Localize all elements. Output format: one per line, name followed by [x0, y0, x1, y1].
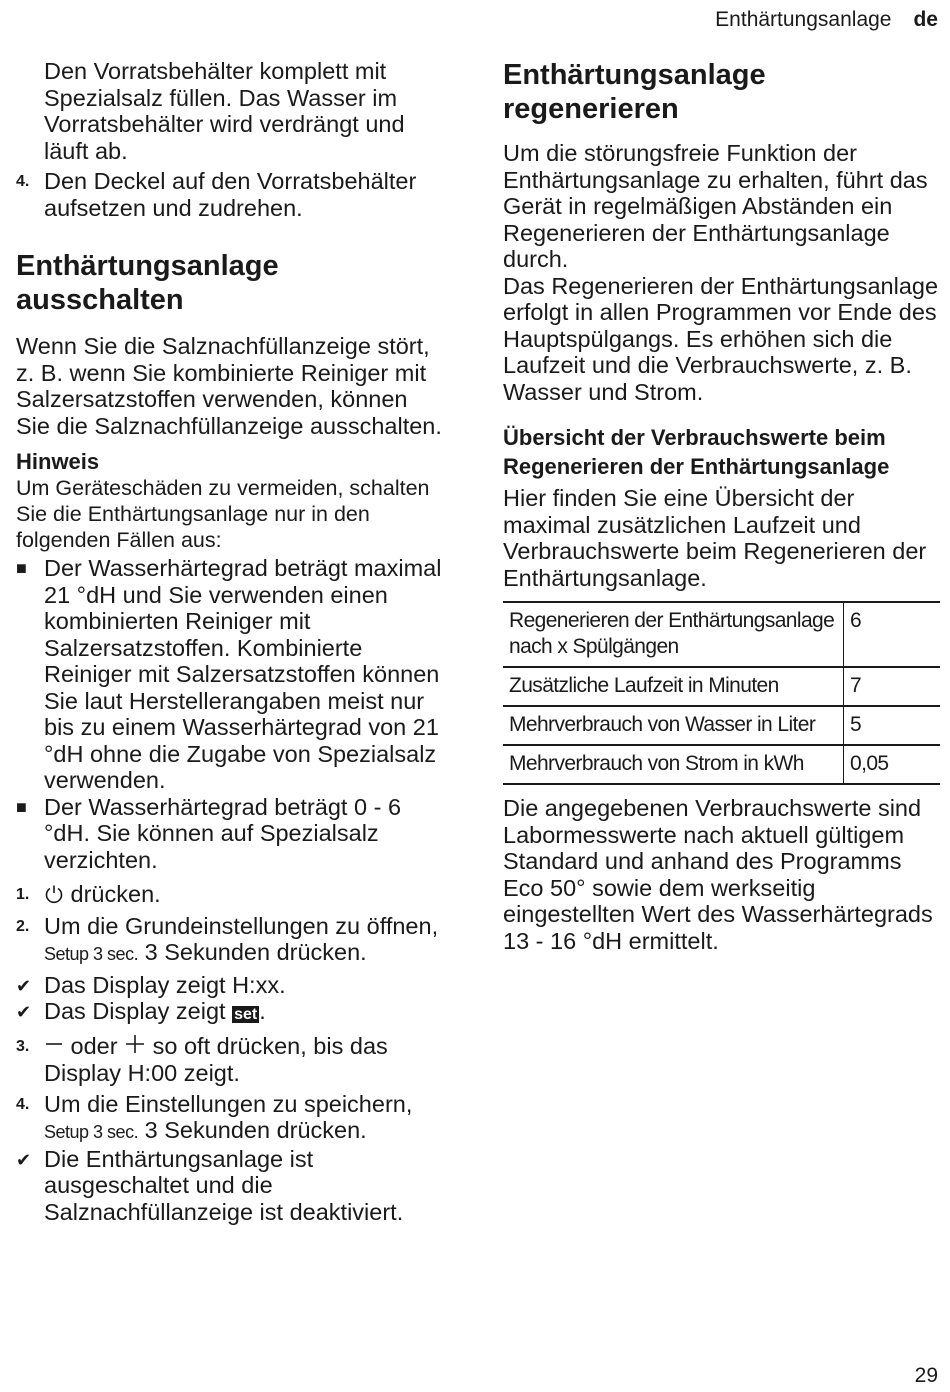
step-number: 4.	[16, 173, 30, 190]
table-cell-label: Mehrverbrauch von Strom in kWh	[503, 745, 844, 784]
table-row	[503, 667, 940, 706]
result-item	[16, 972, 446, 999]
note-text: Um Geräteschäden zu vermeiden, schalten Sie die Enthärtungsanlage nur in den folgenden Fällen aus:	[16, 476, 430, 552]
section-heading: Enthärtungsanlage regenerieren	[503, 59, 766, 125]
step-number: 1.	[16, 886, 30, 903]
step-text: 3 Sekunden drücken.	[144, 939, 367, 965]
step-text: so oft drücken, bis das Display H:00 zeigt.	[44, 1032, 388, 1086]
result-text: Die Enthärtungsanlage ist ausgeschaltet und die Salznachfüllanzeige ist deaktiviert.	[44, 1145, 404, 1225]
result-text-end: .	[259, 998, 266, 1024]
power-icon	[44, 882, 64, 909]
setup-button-label: Setup 3 sec.	[44, 1122, 139, 1142]
page-number: 29	[914, 1364, 938, 1387]
checkmark-icon: ✔	[16, 1149, 32, 1170]
table-row	[503, 602, 940, 667]
section-paragraph: Hier finden Sie eine Übersicht der maximal zusätzlichen Laufzeit und Verbrauchswerte beim Regenerieren der Enthärtungsanlage.	[503, 485, 927, 591]
checkmark-icon: ✔	[16, 975, 32, 996]
step-item	[16, 168, 446, 221]
step-text: Um die Grundeinstellungen zu öffnen,	[44, 912, 439, 939]
note-label: Hinweis	[16, 449, 100, 474]
setup-button-label: Setup 3 sec.	[44, 944, 139, 964]
step-item	[16, 1091, 446, 1146]
page-header	[715, 8, 938, 32]
bullet-item	[16, 794, 446, 874]
step-number: 2.	[16, 917, 30, 935]
result-text: Das Display zeigt H:xx.	[44, 971, 286, 998]
table-row	[503, 706, 940, 745]
subsection-heading: Übersicht der Verbrauchswerte beim Regenerieren der Enthärtungsanlage	[503, 425, 890, 479]
minus-icon	[44, 1034, 64, 1061]
result-item	[16, 998, 446, 1029]
section-paragraph: Um die störungsfreie Funktion der Enthärtungsanlage zu erhalten, führt das Gerät in regelmäßigen Abständen ein Regenerieren der Enthärtungsanlage durch.	[503, 140, 928, 272]
step-text: 3 Sekunden drücken.	[144, 1117, 367, 1143]
header-section: Enthärtungsanlage	[715, 8, 892, 31]
step-item	[16, 913, 446, 968]
header-language: de	[913, 8, 938, 31]
checkmark-icon: ✔	[16, 1002, 32, 1022]
consumption-table	[503, 601, 940, 785]
table-cell-value: 0,05	[844, 745, 941, 784]
table-cell-label: Zusätzliche Laufzeit in Minuten	[503, 667, 844, 706]
plus-icon	[124, 1034, 146, 1061]
display-set-badge: set	[234, 1006, 258, 1023]
step-text: Den Deckel auf den Vorratsbehälter aufsetzen und zudrehen.	[44, 168, 417, 221]
table-cell-value: 7	[844, 667, 941, 706]
square-bullet-icon: ■	[16, 558, 27, 578]
result-text: Das Display zeigt	[44, 998, 226, 1024]
square-bullet-icon: ■	[16, 796, 27, 817]
intro-text: Den Vorratsbehälter komplett mit Spezialsalz füllen. Das Wasser im Vorratsbehälter wird verdrängt und läuft ab.	[44, 58, 405, 164]
table-cell-value: 6	[844, 602, 941, 667]
bullet-item	[16, 555, 446, 794]
step-item	[16, 881, 446, 909]
step-text: Um die Einstellungen zu speichern,	[44, 1090, 413, 1117]
table-cell-label: Regenerieren der Enthärtungsanlage nach x Spülgängen	[503, 602, 844, 667]
result-item	[16, 1146, 446, 1226]
section-paragraph: Wenn Sie die Salznachfüllanzeige stört, z. B. wenn Sie kombinierte Reiniger mit Salzersatzstoffen verwenden, können Sie die Salznachfüllanzeige ausschalten.	[16, 333, 442, 439]
right-column	[503, 58, 940, 954]
step-number: 3.	[16, 1037, 30, 1055]
table-cell-value: 5	[844, 706, 941, 745]
section-heading: Enthärtungsanlage ausschalten	[16, 250, 279, 316]
step-item	[16, 1033, 446, 1087]
table-cell-label: Mehrverbrauch von Wasser in Liter	[503, 706, 844, 745]
section-paragraph: Die angegebenen Verbrauchswerte sind Labormesswerte nach aktuell gültigem Standard und anhand des Programms Eco 50° sowie dem werkseitig eingestellten Wert des Wasserhärtegrads 13 - 16 °dH ermittelt.	[503, 795, 933, 954]
step-text: drücken.	[70, 881, 161, 907]
step-text: oder	[70, 1032, 118, 1059]
step-number: 4.	[16, 1095, 30, 1113]
section-paragraph: Das Regenerieren der Enthärtungsanlage erfolgt in allen Programmen vor Ende des Hauptspülgangs. Es erhöhen sich die Laufzeit und die Verbrauchswerte, z. B. Wasser und Strom.	[503, 272, 939, 405]
bullet-text: Der Wasserhärtegrad beträgt maximal 21 °dH und Sie verwenden einen kombinierten Reiniger mit Salzersatzstoffen. Kombinierte Reiniger mit Salzersatzstoffen können Sie laut Herstellerangaben meist nur bis zu einem Wasserhärtegrad von 21 °dH ohne die Zugabe von Spezialsalz verwenden.	[44, 555, 442, 793]
left-column	[16, 58, 446, 1225]
table-row	[503, 745, 940, 784]
bullet-text: Der Wasserhärtegrad beträgt 0 - 6 °dH. Sie können auf Spezialsalz verzichten.	[44, 793, 402, 873]
